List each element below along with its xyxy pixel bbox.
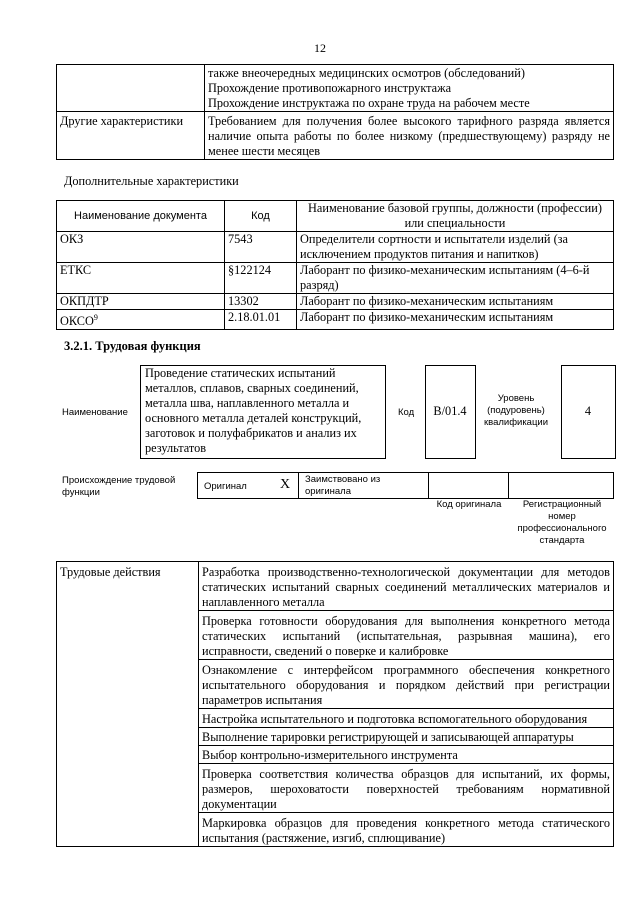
labor-action-item: Маркировка образцов для проведения конкретного метода статического испытания (растяжение, изгиб, сплющивание) — [199, 813, 614, 847]
level-value: 4 — [584, 404, 592, 418]
labor-actions-label: Трудовые действия — [57, 562, 199, 847]
origin-divider — [613, 472, 614, 499]
section-title: 3.2.1. Трудовая функция — [64, 339, 201, 353]
labor-action-item: Проверка готовности оборудования для выполнения конкретного метода статических испытаний (испытательная, разрывная машина), его исправности, сведений о поверке и калибровке — [199, 611, 614, 660]
header-code: Код — [225, 201, 297, 232]
table-row — [57, 294, 614, 310]
table-header-row — [57, 201, 614, 232]
doc-cell: ОКЗ — [57, 232, 225, 263]
name-cell: Лаборант по физико-механическим испытаниям (4–6-й разряд) — [297, 263, 614, 294]
function-name-text: Проведение статических испытаний металлов, сплавов, сварных соединений, металла шва, наплавленного металла и основного металла деталей конструкций, заготовок и полуфабрикатов и анализ их результатов — [145, 366, 362, 455]
table-row — [57, 112, 614, 160]
requirement-line: Прохождение противопожарного инструктажа — [208, 81, 452, 95]
requirement-line: Прохождение инструктажа по охране труда на рабочем месте — [208, 96, 530, 110]
original-label: Оригинал — [204, 481, 247, 492]
table-row — [57, 562, 614, 611]
labor-action-item: Настройка испытательного и подготовка вспомогательного оборудования — [199, 709, 614, 728]
empty-cell — [57, 65, 205, 112]
top-table — [56, 64, 614, 160]
origin-divider — [428, 472, 429, 499]
doc-name: ОКСО — [60, 314, 94, 329]
requirement-line: также внеочередных медицинских осмотров (обследований) — [208, 66, 525, 80]
table-row — [57, 65, 614, 112]
doc-cell: ОКПДТР — [57, 294, 225, 310]
other-characteristics-label: Другие характеристики — [57, 112, 205, 160]
code-cell: 7543 — [225, 232, 297, 263]
original-mark: X — [280, 477, 291, 492]
code-label: Код — [398, 407, 415, 418]
other-characteristics-text: Требованием для получения более высокого тарифного разряда является наличие опыта работы по более низкому (предшествующему) разряду не менее шести месяцев — [205, 112, 614, 160]
page-number: 12 — [314, 41, 326, 55]
additional-table — [56, 200, 614, 330]
origin-divider — [298, 472, 299, 499]
requirements-cell — [205, 65, 614, 112]
origin-divider — [508, 472, 509, 499]
code-cell: 13302 — [225, 294, 297, 310]
header-doc: Наименование документа — [57, 201, 225, 232]
level-label: Уровень (подуровень) квалификации — [483, 393, 549, 428]
table-row — [57, 263, 614, 294]
table-row — [57, 232, 614, 263]
doc-cell — [57, 310, 225, 330]
footnote-mark: 9 — [93, 313, 98, 322]
name-cell: Лаборант по физико-механическим испытаниям — [297, 294, 614, 310]
origin-top-border — [197, 472, 614, 473]
labor-action-item: Ознакомление с интерфейсом программного обеспечения конкретного испытательного оборудования и порядком действий при регистрации параметров испытания — [199, 660, 614, 709]
reg-number-label: Регистрационный номер профессионального стандарта — [517, 499, 607, 546]
labor-action-item: Выполнение тарировки регистрирующей и записывающей аппаратуры — [199, 728, 614, 746]
labor-action-item: Выбор контрольно-измерительного инструмента — [199, 746, 614, 764]
borrowed-label: Заимствовано из оригинала — [305, 474, 381, 497]
table-row — [57, 310, 614, 330]
code-cell: §122124 — [225, 263, 297, 294]
code-cell: 2.18.01.01 — [225, 310, 297, 330]
labor-actions-table — [56, 561, 614, 847]
labor-action-item: Разработка производственно-технологической документации для методов статических испытаний сварных соединений металлических материалов и наплавленного металла — [199, 562, 614, 611]
origin-divider — [197, 472, 198, 499]
name-cell: Лаборант по физико-механическим испытаниям — [297, 310, 614, 330]
origin-label: Происхождение трудовой функции — [62, 475, 176, 498]
code-original-label: Код оригинала — [436, 499, 502, 510]
name-label: Наименование — [62, 407, 128, 418]
name-cell: Определители сортности и испытатели изделий (за исключением продуктов питания и напитков) — [297, 232, 614, 263]
header-name: Наименование базовой группы, должности (профессии) или специальности — [297, 201, 614, 232]
additional-heading: Дополнительные характеристики — [64, 174, 239, 188]
labor-action-item: Проверка соответствия количества образцов для испытаний, их формы, размеров, шероховатости поверхностей требованиям нормативной документации — [199, 764, 614, 813]
code-value: B/01.4 — [433, 404, 467, 418]
doc-cell: ЕТКС — [57, 263, 225, 294]
